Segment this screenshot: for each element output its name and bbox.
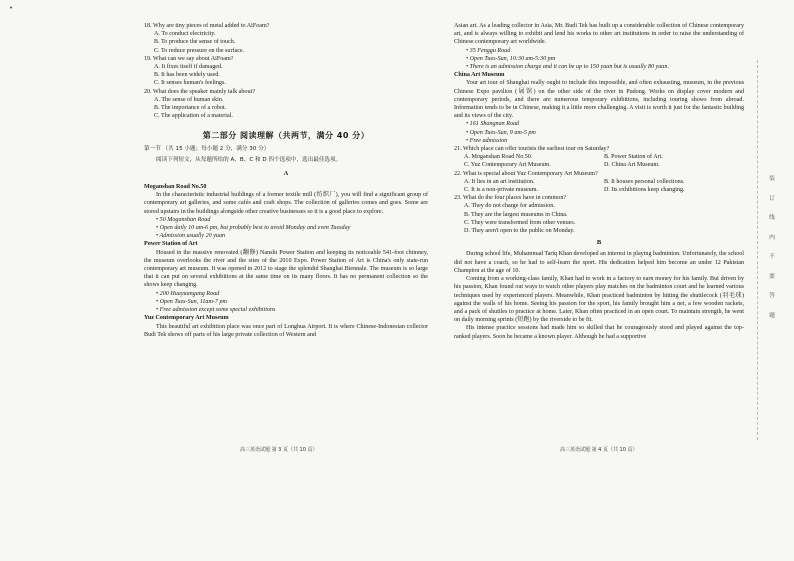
heading-power-station: Power Station of Art [144,241,198,248]
q22-option-a: A. It lies in an art institution. [464,178,535,185]
q22-option-c: C. It is a non-private museum. [464,187,538,194]
side-char: 内 [769,234,775,241]
q18-option-b: B. To produce the sense of touch. [154,39,236,46]
q21-option-a: A. Moganshan Road No.50. [464,154,533,161]
passage-a-label: A [283,169,289,177]
question-20: 20. What does the speaker mainly talk about? [144,88,255,95]
question-19: 19. What can we say about AiFoam? [144,55,234,62]
q19-option-c: C. It senses human's feelings. [154,80,226,87]
yuz-hours: • Open Tues-Sun, 10:30 am-5:30 pm [466,55,556,62]
q21-option-b: B. Power Station of Art. [604,154,663,161]
q23-option-b: B. They are the largest museums in China. [464,211,568,218]
paragraph-khan-3: His intense practice sessions had made him so skilled that he courageously stood and played against the top-ranked players. Soon he became a known player. Although he had a supportive [454,325,744,340]
paragraph-khan-2: Coming from a working-class family, Khan had to work in a factory to earn money for his family. But driven by his passion, Khan found out ways to watch other players play matches on the badminton court and he learned various techniques used by experienced players. Meanwhile, Khan practiced badminton by hitting the shuttlecock (羽毛球) against the walls of his home. Seeing his passion for the sport, his family brought him a net, a few wooden rackets, and a pack of shuttles to practice at home. Later, Khan often practiced in an open court. To maintain strength, he went on daily morning sprints (短跑) by the riverside to be fit. [454,276,744,324]
heading-moganshan: Moganshan Road No.50 [144,184,207,191]
q21-option-d: D. China Art Museum. [604,162,660,169]
footer-page-3: 高三英语试题 第 3 页（共 10 页） [240,447,318,453]
q21-option-c: C. Yuz Contemporary Art Museum. [464,162,551,169]
q21-options-row1 [464,153,744,161]
binding-margin-note [768,170,776,326]
power-station-address: • 200 Huayuangang Road [156,290,220,297]
left-column [144,22,428,339]
right-column [454,22,744,341]
yuz-admission: • There is an admission charge and it can be up to 150 yuan but is usually 80 yuan. [466,64,669,71]
paragraph-china-art: Your art tour of Shanghai really ought to include this impossible, and often exhausting, museum, in the previous Chinese Expo pavilion (展馆) on the other side of the river in Pudong. Works on display cover modern and contemporary periods, and there are numerous temporary exhibitions, including touring shows from abroad. Information tends to be in Chinese, making it a little more challenging. A visit is worth it just for the fantastic building and its views of the city. [454,80,744,120]
paragraph-moganshan: In the characteristic industrial buildings of a former textile mill (纺织厂), you will find a significant group of contemporary art galleries, and some cafés and craft shops. The collection of galleries comes and goes. Some are stored upstairs in the buildings alongside other creative businesses so it is a good place to explore. [144,192,428,215]
china-art-address: • 161 Shangnan Road [466,121,520,128]
part-two-title: 第二部分 阅读理解（共两节，满分 40 分） [202,131,370,141]
question-23: 23. What do the four places have in common? [454,195,567,202]
section-one-line: 第一节 （共 15 小题；每小题 2 分，满分 30 分） [144,146,270,153]
q20-option-b: B. The importance of a robot. [154,105,227,112]
q22-options-row1 [464,178,744,186]
heading-yuz: Yuz Contemporary Art Museum [144,315,229,322]
q18-option-c: C. To reduce pressure on the surface. [154,47,245,54]
paragraph-power-station: Housed in the massive renovated (翻修) Nanshi Power Station and keeping its noticeable 541-foot chimney, the museum overlooks the river and the sites of the 2010 Expo. Power Station of Art is China's only state-run contemporary art museum. It was opened in 2012 to stage the splendid Shanghai Biennale. The museum is so large that it can put on several exhibitions at the same time on its many floors. It has no permanent collection so the shows keep changing. [144,249,428,289]
side-char: 线 [769,215,775,221]
q18-option-a: A. To conduct electricity. [154,31,216,38]
q19-option-a: A. It fixes itself if damaged. [154,64,223,71]
heading-china-art: China Art Museum [454,72,505,79]
side-char: 装 [769,176,775,182]
moganshan-hours: • Open daily 10 am-6 pm, but probably best to avoid Monday and even Tuesday [156,225,351,232]
q20-option-c: C. The application of a material. [154,113,233,120]
q22-option-d: D. Its exhibitions keep changing. [604,187,685,194]
moganshan-address: • 50 Moganshan Road [156,216,211,223]
q19-option-b: B. It has been widely used. [154,72,220,79]
q21-options-row2 [464,161,744,169]
q22-option-b: B. It houses personal collections. [604,178,685,185]
question-18: 18. Why are tiny pieces of metal added to AiFoam? [144,23,270,29]
q23-option-d: D. They aren't open to the public on Monday. [464,228,575,235]
china-art-admission: • Free admission [466,137,508,144]
side-char: 答 [769,293,775,299]
paragraph-khan-1: During school life, Muhammad Tariq Khan developed an interest in playing badminton. Unfortunately, the school did not have a coach, so he had to self-learn the sport. His dedication helped him become an under 12 Pakistan Champion at the age of 10. [454,251,744,274]
passage-b-label: B [596,239,602,247]
side-char: 订 [769,195,775,202]
paragraph-yuz-part1: This beautiful art exhibition place was once part of Longhua Airport. It is where Chinese-Indonesian collector Budi Tek shows off parts of his large private collection of Western and [144,323,428,338]
q23-option-a: A. They do not charge for admission. [464,203,555,210]
q20-option-a: A. The sense of human skin. [154,96,224,103]
footer-page-4: 高三英语试题 第 4 页（共 10 页） [560,447,638,453]
question-21: 21. Which place can offer tourists the earliest tour on Saturday? [454,146,610,153]
china-art-hours: • Open Tues-Sun, 9 am-5 pm [466,129,536,136]
question-22: 22. What is special about Yuz Contemporary Art Museum? [454,170,598,177]
binding-line [757,60,758,440]
moganshan-admission: • Admission usually 20 yuan [156,233,226,240]
q22-options-row2 [464,186,744,194]
corner-mark: • [9,4,14,12]
power-station-hours: • Open Tues-Sun, 11am-7 pm [156,298,227,305]
yuz-address: • 35 Fenggu Road [466,47,511,54]
side-char: 题 [769,312,775,319]
q23-option-c: C. They were transformed from other venues. [464,219,576,226]
paragraph-yuz-part2: Asian art. As a leading collector in Asia, Mr. Budi Tek has built up a considerable collection of Chinese contemporary art, and is always willing to exhibit and lend his works to other art institutions in order to raise the understanding of Chinese contemporary art worldwide. [454,23,744,46]
instruction: 阅读下列短文，从每题所给的 A、B、C 和 D 四个选项中，选出最佳选项。 [156,156,342,163]
power-station-admission: • Free admission except some special exhibitions [156,307,276,314]
side-char: 要 [769,273,775,280]
side-char: 不 [769,254,775,260]
